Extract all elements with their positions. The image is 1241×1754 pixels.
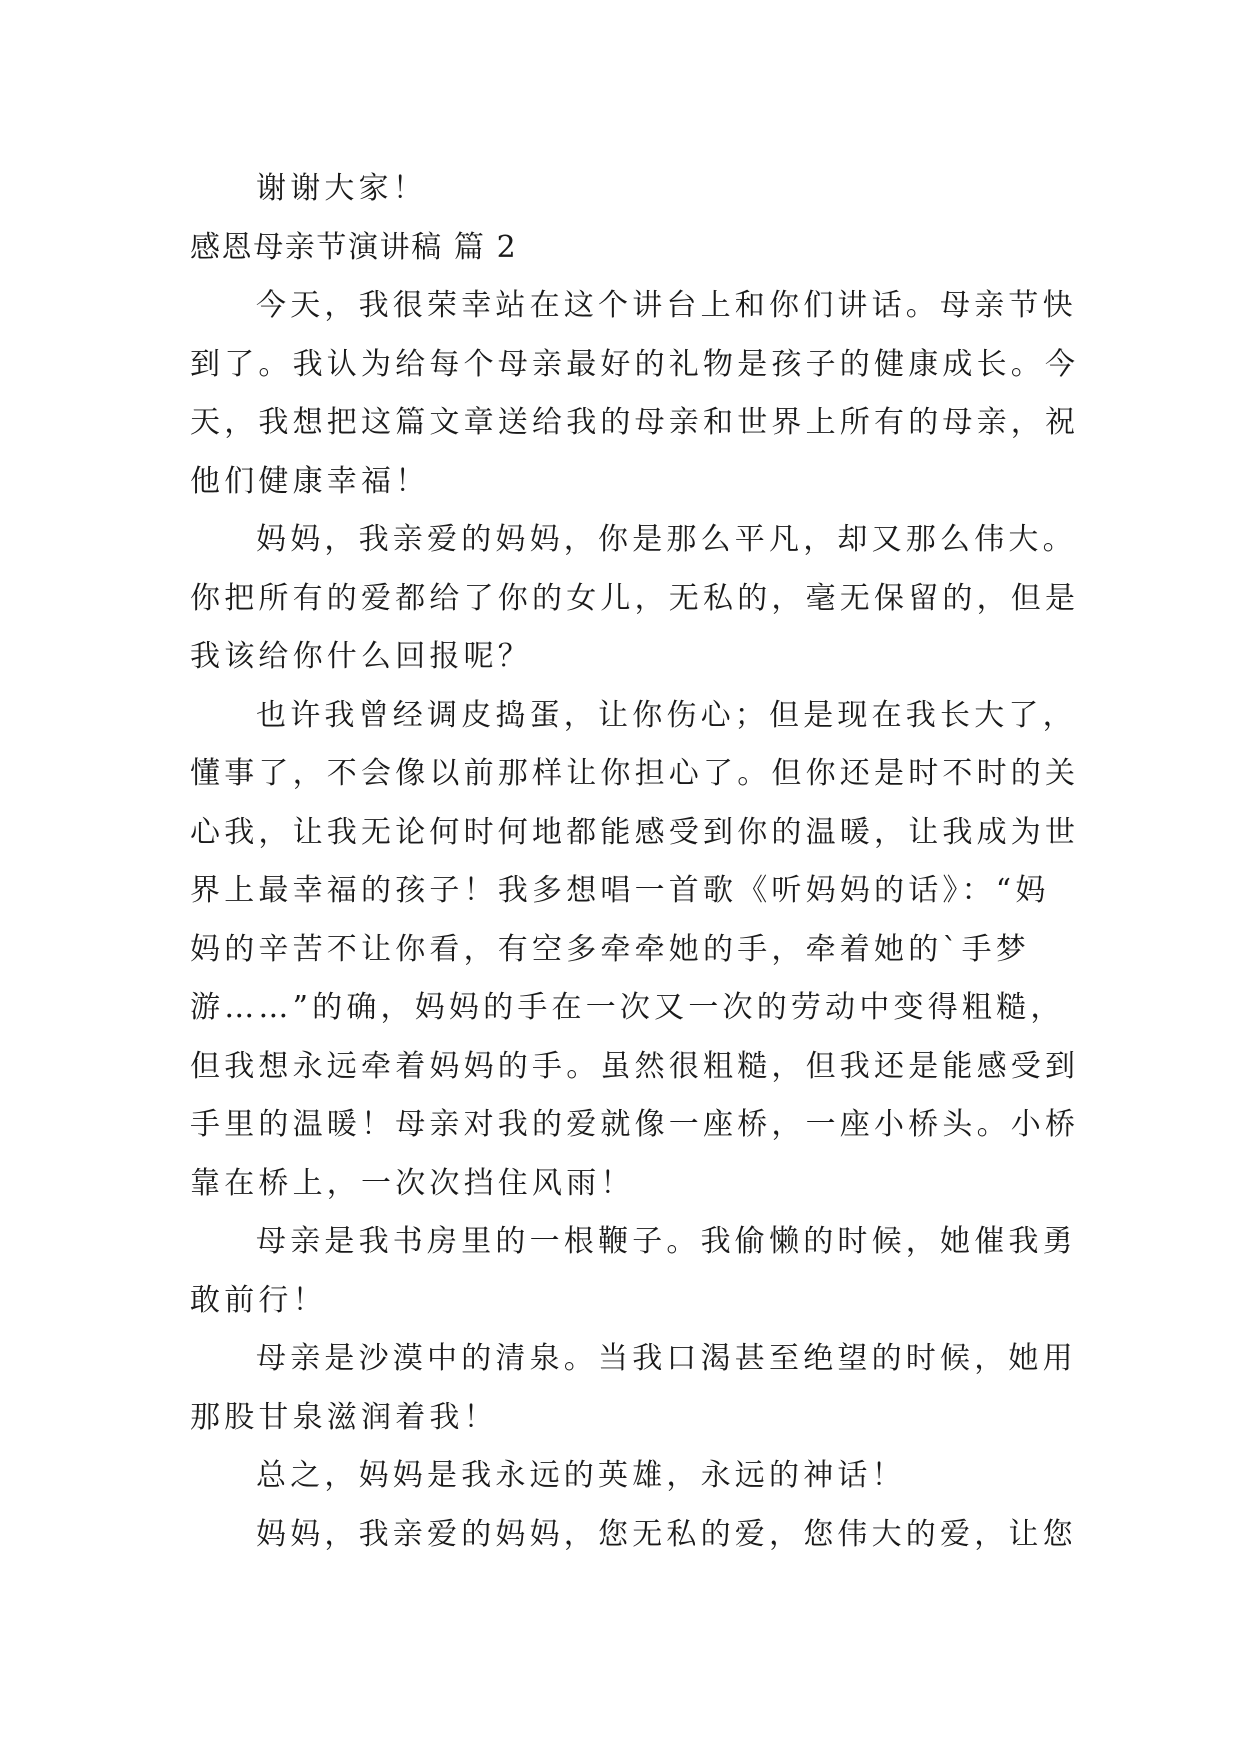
document-body	[190, 160, 1080, 1564]
paragraph-line: 靠在桥上，一次次挡住风雨！	[190, 1165, 635, 1201]
paragraph-whip	[190, 1213, 1077, 1330]
paragraph-line: 他们健康幸福！	[190, 463, 430, 499]
paragraph-line: 妈妈，我亲爱的妈妈，你是那么平凡，却又那么伟大。	[256, 522, 1077, 557]
paragraph-line: 天，我想把这篇文章送给我的母亲和世界上所有的母亲，祝	[190, 405, 1080, 440]
paragraph-line: 敢前行！	[190, 1282, 327, 1318]
paragraph-line: 界上最幸福的孩子！我多想唱一首歌《听妈妈的话》：“妈	[190, 873, 1050, 908]
paragraph-line: 母亲是我书房里的一根鞭子。我偷懒的时候，她催我勇	[256, 1224, 1077, 1259]
paragraph-line: 你把所有的爱都给了你的女儿，无私的，毫无保留的，但是	[190, 580, 1080, 616]
paragraph-line: 到了。我认为给每个母亲最好的礼物是孩子的健康成长。今	[190, 346, 1080, 382]
paragraph-line: 游……”的确，妈妈的手在一次又一次的劳动中变得粗糙，	[190, 990, 1065, 1025]
closing-line: 谢谢大家！	[256, 171, 427, 206]
section-title: 感恩母亲节演讲稿 篇 2	[190, 229, 518, 265]
paragraph-line: 母亲是沙漠中的清泉。当我口渴甚至绝望的时候，她用	[256, 1341, 1077, 1376]
paragraph-mother-ordinary	[190, 511, 1080, 687]
paragraph-line: 今天，我很荣幸站在这个讲台上和你们讲话。母亲节快	[256, 288, 1077, 323]
paragraph-line: 也许我曾经调皮捣蛋，让你伤心；但是现在我长大了，	[256, 697, 1077, 733]
paragraph-line: 手里的温暖！母亲对我的爱就像一座桥，一座小桥头。小桥	[190, 1107, 1080, 1142]
paragraph-closing-start	[190, 1506, 1077, 1565]
paragraph-line: 总之，妈妈是我永远的英雄，永远的神话！	[256, 1458, 906, 1493]
paragraph-intro	[190, 277, 1080, 511]
paragraph-line: 妈妈，我亲爱的妈妈，您无私的爱，您伟大的爱，让您	[256, 1516, 1077, 1552]
paragraph-line: 我该给你什么回报呢？	[190, 639, 532, 674]
paragraph-line: 懂事了，不会像以前那样让你担心了。但你还是时不时的关	[190, 756, 1080, 791]
paragraph-line: 那股甘泉滋润着我！	[190, 1399, 498, 1435]
paragraph-line: 心我，让我无论何时何地都能感受到你的温暖，让我成为世	[190, 814, 1080, 850]
paragraph-spring	[190, 1330, 1077, 1447]
paragraph-hero	[190, 1447, 1050, 1506]
paragraph-line: 妈的辛苦不让你看，有空多牵牵她的手，牵着她的`手梦	[190, 931, 1030, 967]
paragraph-growing-up	[190, 687, 1080, 1214]
paragraph-line: 但我想永远牵着妈妈的手。虽然很粗糙，但我还是能感受到	[190, 1048, 1080, 1084]
